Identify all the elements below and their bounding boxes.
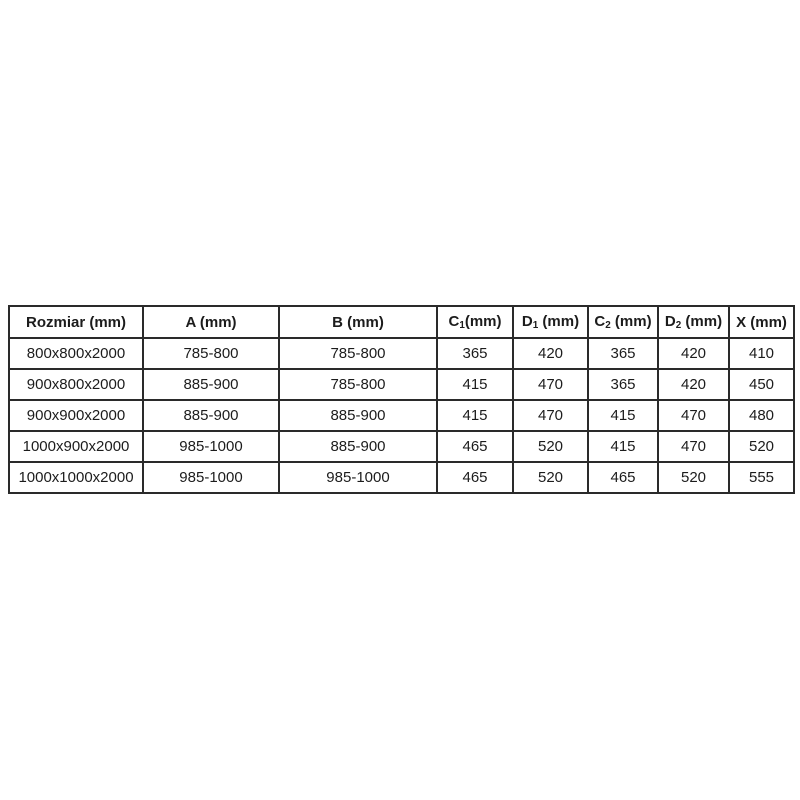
table-body — [9, 338, 794, 493]
table-cell-c2-row3: 415 — [588, 400, 658, 431]
table-cell-rozmiar-row5: 1000x1000x2000 — [9, 462, 143, 493]
table-row — [9, 462, 794, 493]
table-cell-c1-row2: 415 — [437, 369, 513, 400]
table-cell-rozmiar-row4: 1000x900x2000 — [9, 431, 143, 462]
table-cell-d2-row5: 520 — [658, 462, 729, 493]
table-cell-a-row5: 985-1000 — [143, 462, 279, 493]
table-cell-d2-row4: 470 — [658, 431, 729, 462]
subscript: 2 — [605, 319, 611, 331]
header-cell-rozmiar: Rozmiar (mm) — [9, 306, 143, 338]
size-table — [8, 305, 795, 494]
table-cell-d1-row2: 470 — [513, 369, 588, 400]
table-cell-rozmiar-row2: 900x800x2000 — [9, 369, 143, 400]
header-cell-a: A (mm) — [143, 306, 279, 338]
header-row — [9, 306, 794, 338]
table-cell-a-row1: 785-800 — [143, 338, 279, 369]
header-cell-b: B (mm) — [279, 306, 437, 338]
table-cell-c2-row2: 365 — [588, 369, 658, 400]
header-cell-c1: C1(mm) — [437, 306, 513, 338]
subscript: 2 — [675, 319, 682, 331]
table-cell-c1-row1: 365 — [437, 338, 513, 369]
table-cell-d2-row2: 420 — [658, 369, 729, 400]
table-cell-x-row1: 410 — [729, 338, 794, 369]
table-cell-b-row5: 985-1000 — [279, 462, 437, 493]
table-cell-c1-row4: 465 — [437, 431, 513, 462]
table-cell-b-row4: 885-900 — [279, 431, 437, 462]
header-cell-c2: C2 (mm) — [588, 306, 658, 338]
table-cell-c1-row3: 415 — [437, 400, 513, 431]
table-cell-b-row2: 785-800 — [279, 369, 437, 400]
table-cell-c1-row5: 465 — [437, 462, 513, 493]
table-cell-d1-row4: 520 — [513, 431, 588, 462]
table-cell-x-row2: 450 — [729, 369, 794, 400]
table-cell-d2-row3: 470 — [658, 400, 729, 431]
header-cell-x: X (mm) — [729, 306, 794, 338]
table-cell-d1-row5: 520 — [513, 462, 588, 493]
header-cell-d1: D1 (mm) — [513, 306, 588, 338]
table-cell-x-row3: 480 — [729, 400, 794, 431]
table-cell-rozmiar-row3: 900x900x2000 — [9, 400, 143, 431]
table-cell-a-row2: 885-900 — [143, 369, 279, 400]
table-cell-c2-row5: 465 — [588, 462, 658, 493]
table-cell-x-row4: 520 — [729, 431, 794, 462]
header-cell-d2: D2 (mm) — [658, 306, 729, 338]
table-row — [9, 338, 794, 369]
table-header — [9, 306, 794, 338]
table-cell-a-row3: 885-900 — [143, 400, 279, 431]
table-row — [9, 400, 794, 431]
table-cell-x-row5: 555 — [729, 462, 794, 493]
table-cell-a-row4: 985-1000 — [143, 431, 279, 462]
table-container — [8, 305, 793, 494]
table-cell-b-row3: 885-900 — [279, 400, 437, 431]
table-cell-c2-row4: 415 — [588, 431, 658, 462]
table-row — [9, 431, 794, 462]
table-cell-d2-row1: 420 — [658, 338, 729, 369]
subscript: 1 — [459, 319, 465, 331]
table-cell-rozmiar-row1: 800x800x2000 — [9, 338, 143, 369]
table-row — [9, 369, 794, 400]
table-cell-c2-row1: 365 — [588, 338, 658, 369]
table-cell-d1-row1: 420 — [513, 338, 588, 369]
subscript: 1 — [532, 319, 539, 331]
table-cell-b-row1: 785-800 — [279, 338, 437, 369]
table-cell-d1-row3: 470 — [513, 400, 588, 431]
